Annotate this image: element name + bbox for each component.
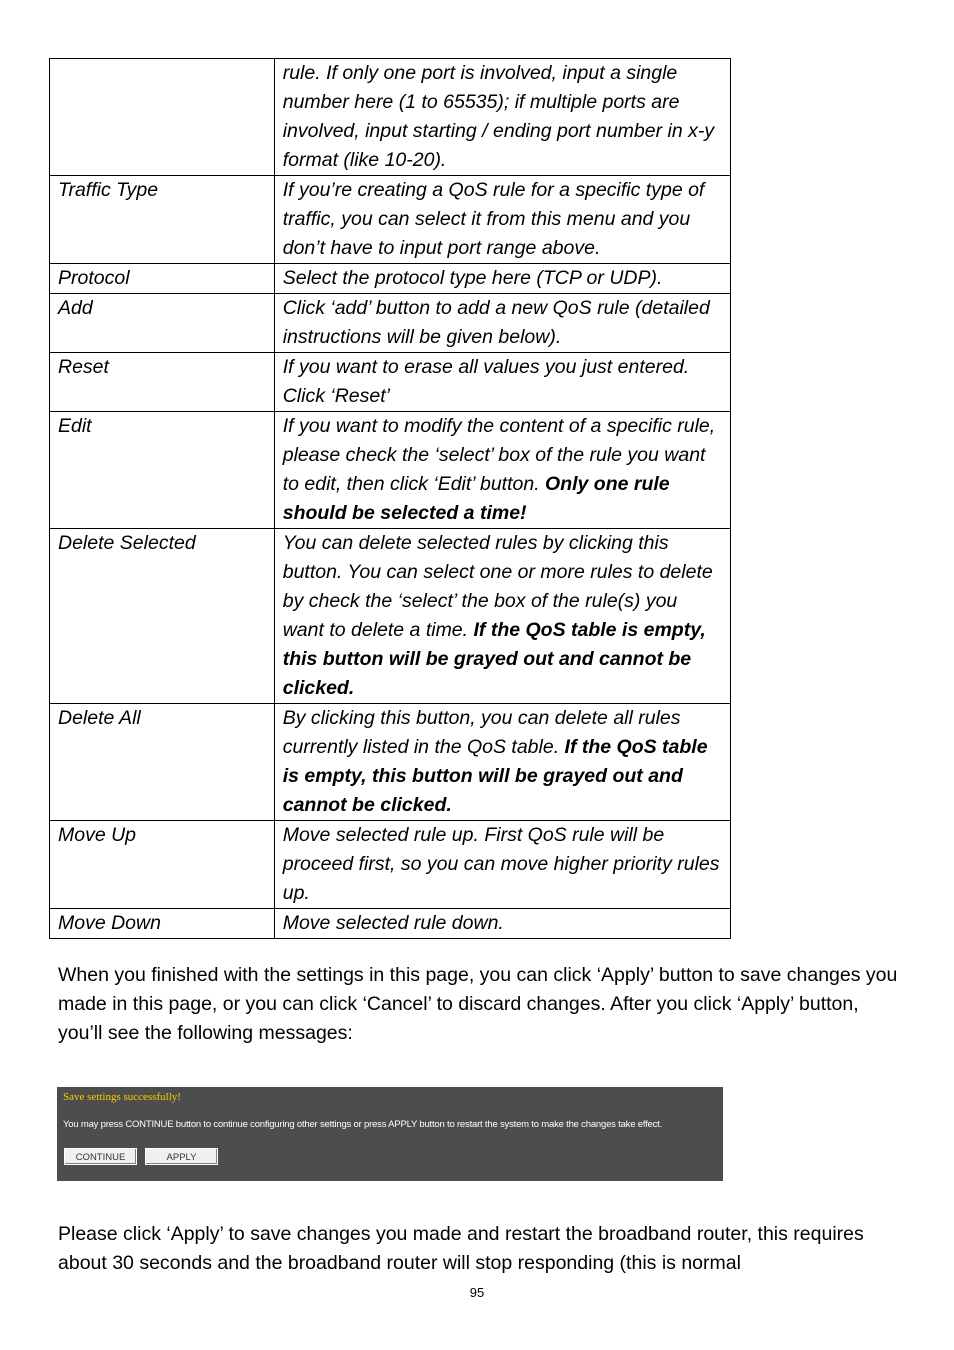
table-row <box>50 176 731 264</box>
page-number: 95 <box>469 1285 485 1300</box>
row-name: Delete All <box>50 704 275 821</box>
dialog-title: Save settings successfully! <box>63 1091 181 1103</box>
row-name <box>50 59 275 176</box>
apply-button[interactable]: APPLY <box>145 1148 218 1165</box>
table-row <box>50 264 731 294</box>
row-description: rule. If only one port is involved, input a single number here (1 to 65535); if multiple ports are involved, input starting / ending port number in x-y format (like 10-20). <box>274 59 730 176</box>
row-name: Add <box>50 294 275 353</box>
row-description: Move selected rule up. First QoS rule will be proceed first, so you can move higher priority rules up. <box>274 821 730 909</box>
table-row <box>50 529 731 704</box>
row-description: By clicking this button, you can delete all rules currently listed in the QoS table. If the QoS table is empty, this button will be grayed out and cannot be clicked. <box>274 704 730 821</box>
row-description: Move selected rule down. <box>274 909 730 939</box>
row-description: You can delete selected rules by clicking this button. You can select one or more rules to delete by check the ‘select’ the box of the rule(s) you want to delete a time. If the QoS table is empty, this button will be grayed out and cannot be clicked. <box>274 529 730 704</box>
row-name: Traffic Type <box>50 176 275 264</box>
table-row <box>50 412 731 529</box>
row-description: If you’re creating a QoS rule for a specific type of traffic, you can select it from this menu and you don’t have to input port range above. <box>274 176 730 264</box>
table-row <box>50 909 731 939</box>
table-row <box>50 353 731 412</box>
row-description: Select the protocol type here (TCP or UDP). <box>274 264 730 294</box>
save-settings-dialog <box>57 1087 723 1181</box>
dialog-message: You may press CONTINUE button to continue configuring other settings or press APPLY button to restart the system to make the changes take effect. <box>63 1119 663 1130</box>
row-name: Protocol <box>50 264 275 294</box>
row-name: Delete Selected <box>50 529 275 704</box>
continue-button[interactable]: CONTINUE <box>64 1148 137 1165</box>
row-description: If you want to modify the content of a specific rule, please check the ‘select’ box of the rule you want to edit, then click ‘Edit’ button. Only one rule should be selected a time! <box>274 412 730 529</box>
apply-instructions-paragraph: When you finished with the settings in this page, you can click ‘Apply’ button to save changes you made in this page, or you can click ‘Cancel’ to discard changes. After you click ‘Apply’ button, you’ll see the following messages: <box>58 964 898 1044</box>
table-row <box>50 704 731 821</box>
table-row <box>50 294 731 353</box>
row-name: Reset <box>50 353 275 412</box>
row-name: Move Down <box>50 909 275 939</box>
parameter-table <box>49 58 731 939</box>
row-name: Edit <box>50 412 275 529</box>
table-row <box>50 59 731 176</box>
row-description: Click ‘add’ button to add a new QoS rule (detailed instructions will be given below). <box>274 294 730 353</box>
restart-note-paragraph: Please click ‘Apply’ to save changes you made and restart the broadband router, this requires about 30 seconds and the broadband router will stop responding (this is normal <box>58 1223 864 1274</box>
row-name: Move Up <box>50 821 275 909</box>
row-description: If you want to erase all values you just entered. Click ‘Reset’ <box>274 353 730 412</box>
table-row <box>50 821 731 909</box>
